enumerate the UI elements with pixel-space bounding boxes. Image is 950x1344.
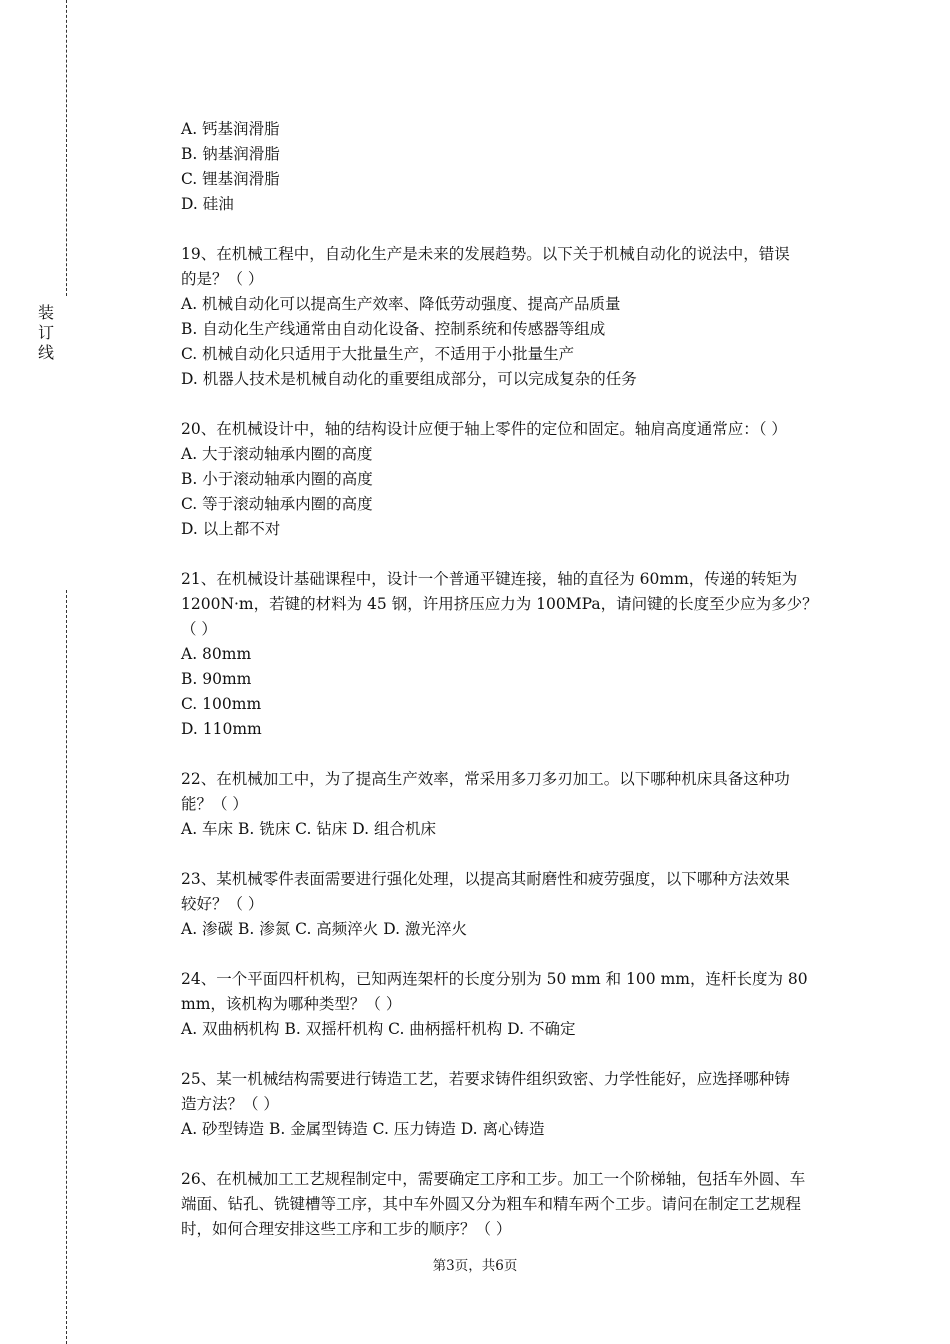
question-stem: 24、一个平面四杆机构，已知两连架杆的长度分别为 50 mm 和 100 mm，连杆长度为 80: [181, 970, 808, 988]
question-stem: 23、某机械零件表面需要进行强化处理，以提高其耐磨性和疲劳强度，以下哪种方法效果: [181, 870, 790, 888]
binding-label: 装订线: [37, 303, 54, 362]
question-19: [181, 242, 839, 392]
question-stem: 19、在机械工程中，自动化生产是未来的发展趋势。以下关于机械自动化的说法中，错误: [181, 245, 790, 263]
question-20: [181, 417, 839, 542]
binding-line-bottom: [66, 590, 67, 1344]
question-stem: 20、在机械设计中，轴的结构设计应便于轴上零件的定位和固定。轴肩高度通常应：（ ）: [181, 420, 787, 438]
option-line: B. 90mm: [181, 670, 252, 688]
option-line: B. 自动化生产线通常由自动化设备、控制系统和传感器等组成: [181, 320, 606, 338]
question-stem: 较好？（ ）: [181, 895, 264, 913]
option-line: A. 机械自动化可以提高生产效率、降低劳动强度、提高产品质量: [181, 295, 621, 313]
question-stem: （ ）: [181, 620, 217, 638]
question-25: [181, 1067, 839, 1142]
question-24: [181, 967, 839, 1042]
question-stem: 时，如何合理安排这些工序和工步的顺序？（ ）: [181, 1220, 512, 1238]
option-line: D. 110mm: [181, 720, 262, 738]
option-line: A. 钙基润滑脂: [181, 120, 280, 138]
question-stem: mm，该机构为哪种类型？（ ）: [181, 995, 402, 1013]
option-line: A. 渗碳 B. 渗氮 C. 高频淬火 D. 激光淬火: [181, 920, 467, 938]
question-21: [181, 567, 839, 742]
option-line: A. 双曲柄机构 B. 双摇杆机构 C. 曲柄摇杆机构 D. 不确定: [181, 1020, 576, 1038]
option-line: C. 锂基润滑脂: [181, 170, 280, 188]
option-line: A. 车床 B. 铣床 C. 钻床 D. 组合机床: [181, 820, 436, 838]
page-number-footer: 第3页，共6页: [432, 1258, 518, 1274]
option-line: D. 机器人技术是机械自动化的重要组成部分，可以完成复杂的任务: [181, 370, 637, 388]
question-stem: 的是？（ ）: [181, 270, 264, 288]
question-22: [181, 767, 839, 842]
question-stem: 造方法？（ ）: [181, 1095, 279, 1113]
question-content: [181, 117, 839, 1242]
question-stem: 22、在机械加工中，为了提高生产效率，常采用多刀多刃加工。以下哪种机床具备这种功: [181, 770, 790, 788]
option-line: D. 硅油: [181, 195, 234, 213]
option-line: D. 以上都不对: [181, 520, 281, 538]
question-stem: 能？（ ）: [181, 795, 248, 813]
option-line: A. 大于滚动轴承内圈的高度: [181, 445, 373, 463]
binding-line-top: [66, 0, 67, 296]
option-line: A. 砂型铸造 B. 金属型铸造 C. 压力铸造 D. 离心铸造: [181, 1120, 545, 1138]
option-line: A. 80mm: [181, 645, 252, 663]
question-stem: 1200N·m，若键的材料为 45 钢，许用挤压应力为 100MPa，请问键的长度至少应为多少？: [181, 595, 818, 613]
question-stem: 25、某一机械结构需要进行铸造工艺，若要求铸件组织致密、力学性能好，应选择哪种铸: [181, 1070, 790, 1088]
question-stem: 端面、钻孔、铣键槽等工序，其中车外圆又分为粗车和精车两个工步。请问在制定工艺规程: [181, 1195, 802, 1213]
option-line: C. 机械自动化只适用于大批量生产，不适用于小批量生产: [181, 345, 575, 363]
question-23: [181, 867, 839, 942]
question-26: [181, 1167, 839, 1242]
prev-question-options: [181, 117, 839, 217]
option-line: B. 钠基润滑脂: [181, 145, 280, 163]
option-line: B. 小于滚动轴承内圈的高度: [181, 470, 373, 488]
option-line: C. 等于滚动轴承内圈的高度: [181, 495, 373, 513]
option-line: C. 100mm: [181, 695, 262, 713]
question-stem: 21、在机械设计基础课程中，设计一个普通平键连接，轴的直径为 60mm，传递的转矩为: [181, 570, 798, 588]
question-stem: 26、在机械加工工艺规程制定中，需要确定工序和工步。加工一个阶梯轴，包括车外圆、车: [181, 1170, 806, 1188]
